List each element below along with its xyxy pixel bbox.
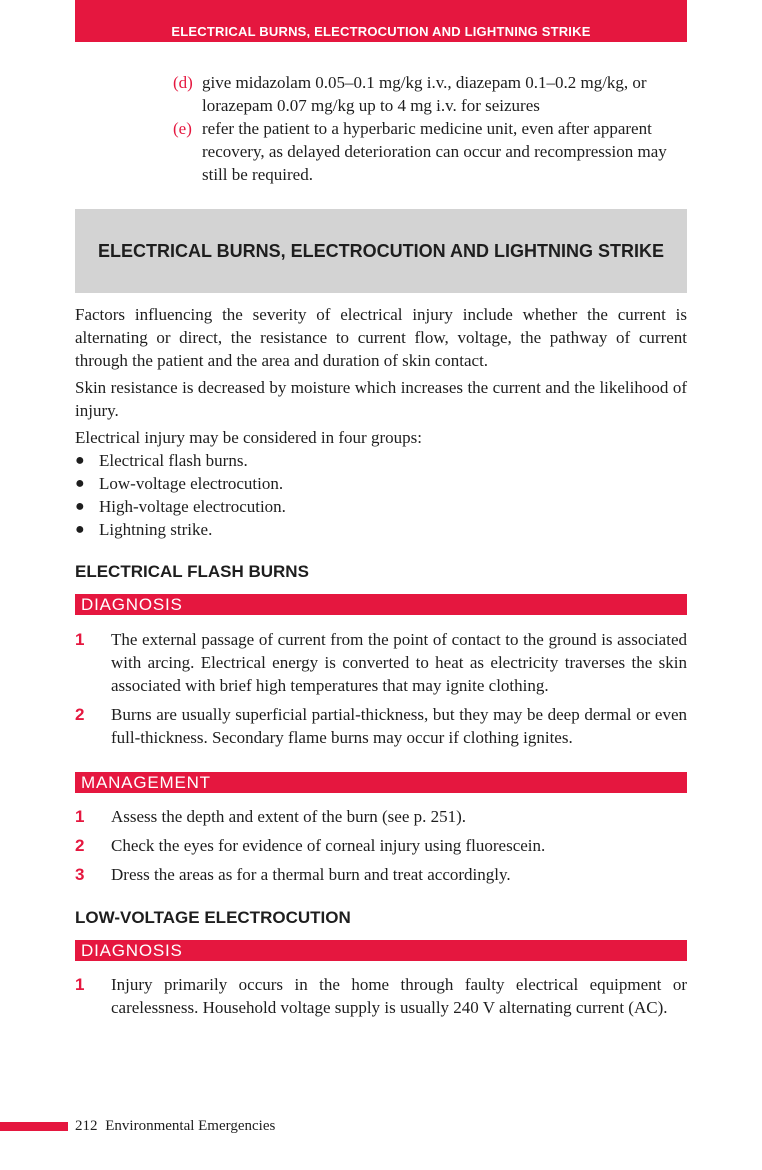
item-number: 2: [75, 705, 85, 724]
list-item-text: Electrical flash burns.: [99, 451, 248, 470]
numbered-item: [75, 834, 687, 857]
intro-paragraph: Skin resistance is decreased by moisture which increases the current and the likelihood of injury.: [75, 378, 687, 420]
list-item: [75, 518, 687, 541]
list-item: [173, 117, 673, 186]
diagnosis-bar: DIAGNOSIS: [75, 594, 687, 615]
list-item-text: refer the patient to a hyperbaric medicine unit, even after apparent recovery, as delayed deterioration can occur and recompression may still be required.: [202, 119, 667, 184]
list-marker: (d): [173, 73, 193, 92]
list-item-text: Lightning strike.: [99, 520, 213, 539]
page-number: 212: [75, 1118, 98, 1134]
item-text: The external passage of current from the point of contact to the ground is associated with arcing. Electrical energy is converted to heat as electricity traverses the skin associated with brief high temperatures that may ignite clothing.: [111, 630, 687, 695]
chapter-title: Environmental Emergencies: [105, 1118, 276, 1134]
diagnosis-bar: DIAGNOSIS: [75, 940, 687, 961]
numbered-list: [75, 805, 687, 886]
section-title: ELECTRICAL BURNS, ELECTROCUTION AND LIGHTNING STRIKE: [75, 209, 687, 293]
numbered-list: [75, 973, 687, 1019]
bullet-icon: ●: [75, 521, 85, 538]
numbered-item: [75, 973, 687, 1019]
list-item: [173, 71, 673, 117]
footer-bar: [0, 1122, 68, 1131]
list-marker: (e): [173, 119, 192, 138]
item-text: Assess the depth and extent of the burn (see p. 251).: [111, 807, 467, 826]
page-footer: [75, 1116, 275, 1136]
intro-paragraph: Factors influencing the severity of electrical injury include whether the current is alternating or direct, the resistance to current flow, voltage, the pathway of current through the patient and the area and duration of skin contact.: [75, 305, 687, 370]
running-head: ELECTRICAL BURNS, ELECTROCUTION AND LIGHTNING STRIKE: [75, 0, 687, 42]
list-item: [75, 449, 687, 472]
item-number: 1: [75, 807, 85, 826]
bullet-icon: ●: [75, 498, 85, 515]
item-text: Check the eyes for evidence of corneal injury using fluorescein.: [111, 836, 546, 855]
list-item-text: give midazolam 0.05–0.1 mg/kg i.v., diazepam 0.1–0.2 mg/kg, or lorazepam 0.07 mg/kg up to 4 mg i.v. for seizures: [202, 73, 647, 115]
list-item-text: Low-voltage electrocution.: [99, 474, 284, 493]
numbered-item: [75, 863, 687, 886]
groups-list: [75, 449, 687, 541]
subsection-heading: LOW-VOLTAGE ELECTROCUTION: [75, 908, 351, 927]
item-text: Injury primarily occurs in the home through faulty electrical equipment or carelessness. Household voltage supply is usually 240 V alternating current (AC).: [111, 975, 687, 1017]
subsection-heading: ELECTRICAL FLASH BURNS: [75, 562, 309, 581]
continued-sub-list: [173, 71, 673, 186]
item-text: Dress the areas as for a thermal burn and treat accordingly.: [111, 865, 511, 884]
numbered-item: [75, 628, 687, 697]
item-number: 2: [75, 836, 85, 855]
item-text: Burns are usually superficial partial-thickness, but they may be deep dermal or even full-thickness. Secondary flame burns may occur if clothing ignites.: [111, 705, 687, 747]
list-item: [75, 495, 687, 518]
page-content: [75, 303, 687, 1019]
list-item: [75, 472, 687, 495]
management-bar: MANAGEMENT: [75, 772, 687, 793]
numbered-item: [75, 703, 687, 749]
numbered-item: [75, 805, 687, 828]
list-item-text: High-voltage electrocution.: [99, 497, 286, 516]
bullet-icon: ●: [75, 452, 85, 469]
item-number: 3: [75, 865, 85, 884]
intro-paragraph: Electrical injury may be considered in four groups:: [75, 428, 422, 447]
numbered-list: [75, 628, 687, 749]
bullet-icon: ●: [75, 475, 85, 492]
item-number: 1: [75, 630, 85, 649]
item-number: 1: [75, 975, 85, 994]
